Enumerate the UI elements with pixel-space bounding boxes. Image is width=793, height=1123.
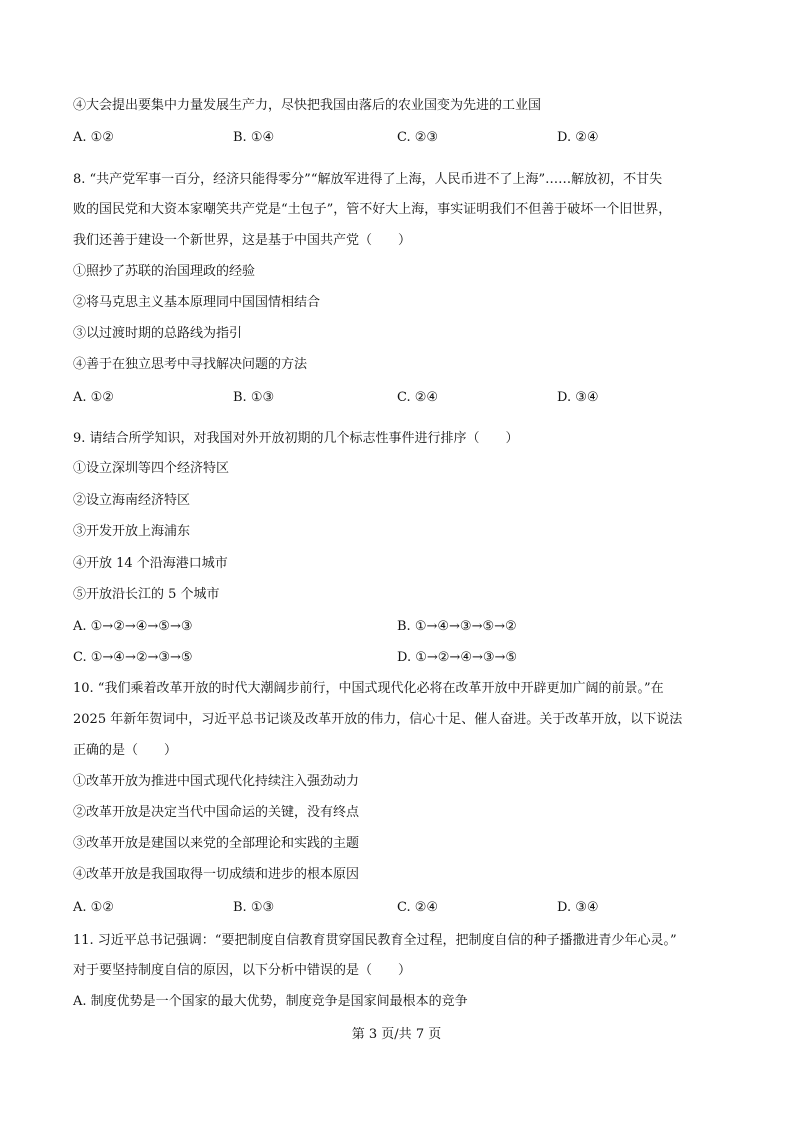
option-c: C. ②③ (397, 130, 439, 145)
question-9-stem: 9. 请结合所学知识，对我国对外开放初期的几个标志性事件进行排序（ ） (73, 431, 519, 446)
question-8-statement-1: ①照抄了苏联的治国理政的经验 (73, 264, 256, 279)
option-b: B. ①④ (233, 130, 275, 145)
option-d: D. ②④ (557, 130, 599, 145)
question-10-statement-1: ①改革开放为推进中国式现代化持续注入强劲动力 (73, 774, 360, 789)
question-8-statement-2: ②将马克思主义基本原理同中国国情相结合 (73, 295, 321, 310)
question-10-statement-2: ②改革开放是决定当代中国命运的关键，没有终点 (73, 805, 360, 820)
option-c: C. ②④ (397, 900, 439, 915)
option-a: A. ①② (73, 130, 114, 145)
question-8-line-3: 我们还善于建设一个新世界，这是基于中国共产党（ ） (73, 233, 412, 248)
question-8-line-1: 8. “共产党军事一百分，经济只能得零分”“解放军进得了上海，人民币进不了上海”……解放初，不甘失 (73, 172, 663, 187)
question-11-line-2: 对于要坚持制度自信的原因，以下分析中错误的是（ ） (73, 963, 412, 978)
option-d: D. ③④ (557, 390, 599, 405)
option-a: A. ①→②→④→⑤→③ (73, 619, 193, 634)
question-8-statement-3: ③以过渡时期的总路线为指引 (73, 326, 243, 341)
question-10-statement-4: ④改革开放是我国取得一切成绩和进步的根本原因 (73, 867, 360, 882)
option-b: B. ①③ (233, 900, 275, 915)
option-b: B. ①→④→③→⑤→② (397, 619, 517, 634)
question-9-statement-5: ⑤开放沿长江的 5 个城市 (73, 587, 220, 602)
question-10-statement-3: ③改革开放是建国以来党的全部理论和实践的主题 (73, 836, 360, 851)
option-b: B. ①③ (233, 390, 275, 405)
option-a: A. ①② (73, 390, 114, 405)
question-9-statement-3: ③开发开放上海浦东 (73, 524, 191, 539)
question-9-statement-2: ②设立海南经济特区 (73, 493, 191, 508)
option-d: D. ①→②→④→③→⑤ (397, 650, 518, 665)
question-11-option-a: A. 制度优势是一个国家的最大优势，制度竞争是国家间最根本的竞争 (73, 994, 468, 1009)
option-a: A. ①② (73, 900, 114, 915)
option-d: D. ③④ (557, 900, 599, 915)
question-10-line-1: 10. “我们乘着改革开放的时代大潮阔步前行，中国式现代化必将在改革开放中开辟更加广阔的前景。”在 (73, 681, 664, 696)
option-c: C. ①→④→②→③→⑤ (73, 650, 193, 665)
question-8-line-2: 败的国民党和大资本家嘲笑共产党是“土包子”，管不好大上海，事实证明我们不但善于破坏一个旧世界， (73, 202, 672, 217)
statement-4: ④大会提出要集中力量发展生产力，尽快把我国由落后的农业国变为先进的工业国 (73, 98, 542, 113)
page-number: 第 3 页/共 7 页 (351, 1027, 442, 1042)
question-10-line-3: 正确的是（ ） (73, 743, 178, 758)
question-11-line-1: 11. 习近平总书记强调：“要把制度自信教育贯穿国民教育全过程，把制度自信的种子播撒进青少年心灵。” (73, 933, 677, 948)
question-8-statement-4: ④善于在独立思考中寻找解决问题的方法 (73, 357, 308, 372)
question-10-line-2: 2025 年新年贺词中，习近平总书记谈及改革开放的伟力，信心十足、催人奋进。关于改革开放，以下说法 (73, 712, 683, 727)
option-c: C. ②④ (397, 390, 439, 405)
question-9-statement-4: ④开放 14 个沿海港口城市 (73, 556, 228, 571)
question-9-statement-1: ①设立深圳等四个经济特区 (73, 461, 230, 476)
